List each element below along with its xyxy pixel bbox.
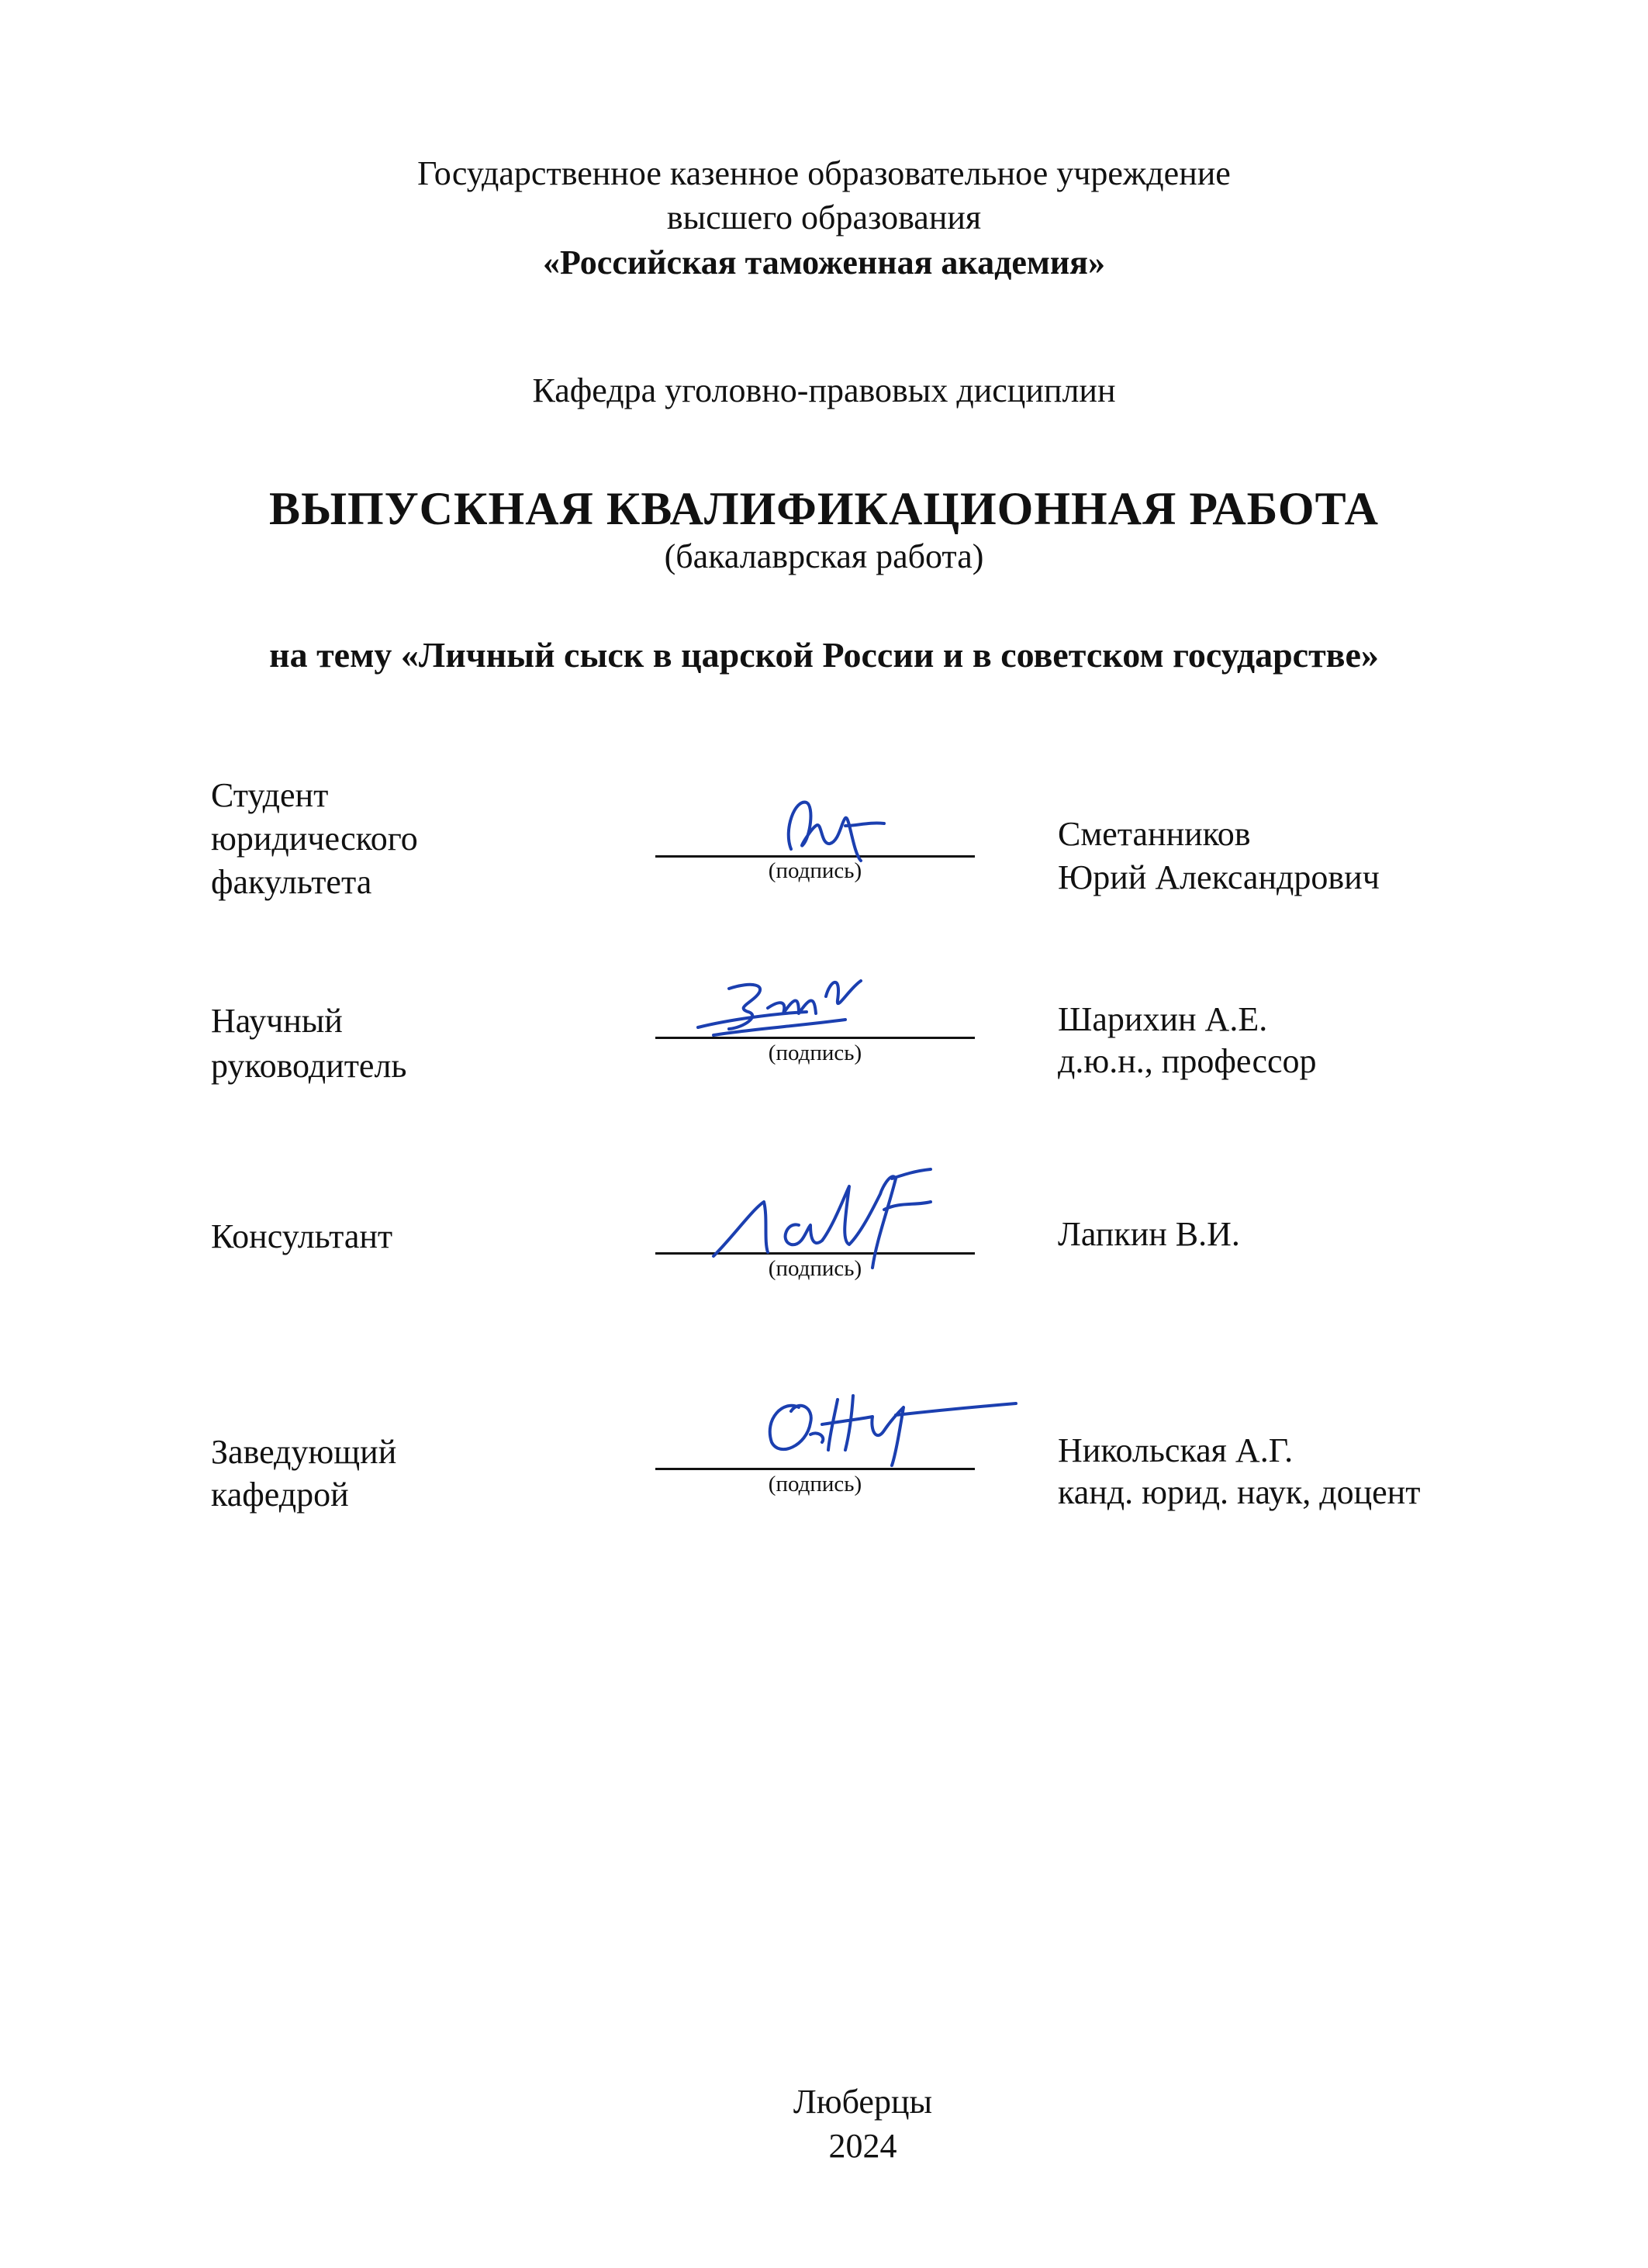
work-topic: на тему «Личный сыск в царской России и в советском государстве» (269, 635, 1379, 675)
role-line: факультета (211, 863, 372, 901)
role-line: кафедрой (211, 1476, 349, 1514)
institution-line-2: высшего образования (666, 198, 982, 236)
signature-student (768, 783, 892, 868)
department-name: Кафедра уголовно-правовых дисциплин (532, 371, 1116, 409)
year: 2024 (828, 2127, 897, 2165)
signature-consultant (698, 1163, 985, 1272)
signature-head-of-department (737, 1376, 1024, 1469)
signature-supervisor (682, 965, 884, 1051)
person-line: Юрий Александрович (1058, 858, 1380, 896)
role-line: Заведующий (211, 1433, 397, 1471)
role-line: Научный (211, 1002, 343, 1040)
city: Люберцы (793, 2083, 933, 2121)
person-line: Никольская А.Г. (1058, 1431, 1294, 1469)
person-line: канд. юрид. наук, доцент (1058, 1473, 1421, 1511)
person-line: д.ю.н., профессор (1058, 1042, 1317, 1080)
signature-caption: (подпись) (768, 858, 862, 883)
person-line: Сметанников (1058, 815, 1251, 853)
work-title: ВЫПУСКНАЯ КВАЛИФИКАЦИОННАЯ РАБОТА (269, 483, 1379, 534)
institution-line-1: Государственное казенное образовательное учреждение (417, 154, 1231, 192)
signature-caption: (подпись) (768, 1041, 862, 1065)
person-line: Лапкин В.И. (1058, 1215, 1240, 1253)
role-line: Студент (211, 776, 329, 814)
work-subtitle: (бакалаврская работа) (664, 537, 984, 575)
role-line: юридического (211, 820, 418, 858)
signature-caption: (подпись) (768, 1472, 862, 1496)
role-line: Консультант (211, 1217, 393, 1255)
signature-caption: (подпись) (768, 1256, 862, 1281)
person-line: Шарихин А.Е. (1058, 1000, 1268, 1038)
role-line: руководитель (211, 1047, 407, 1085)
academy-name: «Российская таможенная академия» (543, 243, 1105, 281)
